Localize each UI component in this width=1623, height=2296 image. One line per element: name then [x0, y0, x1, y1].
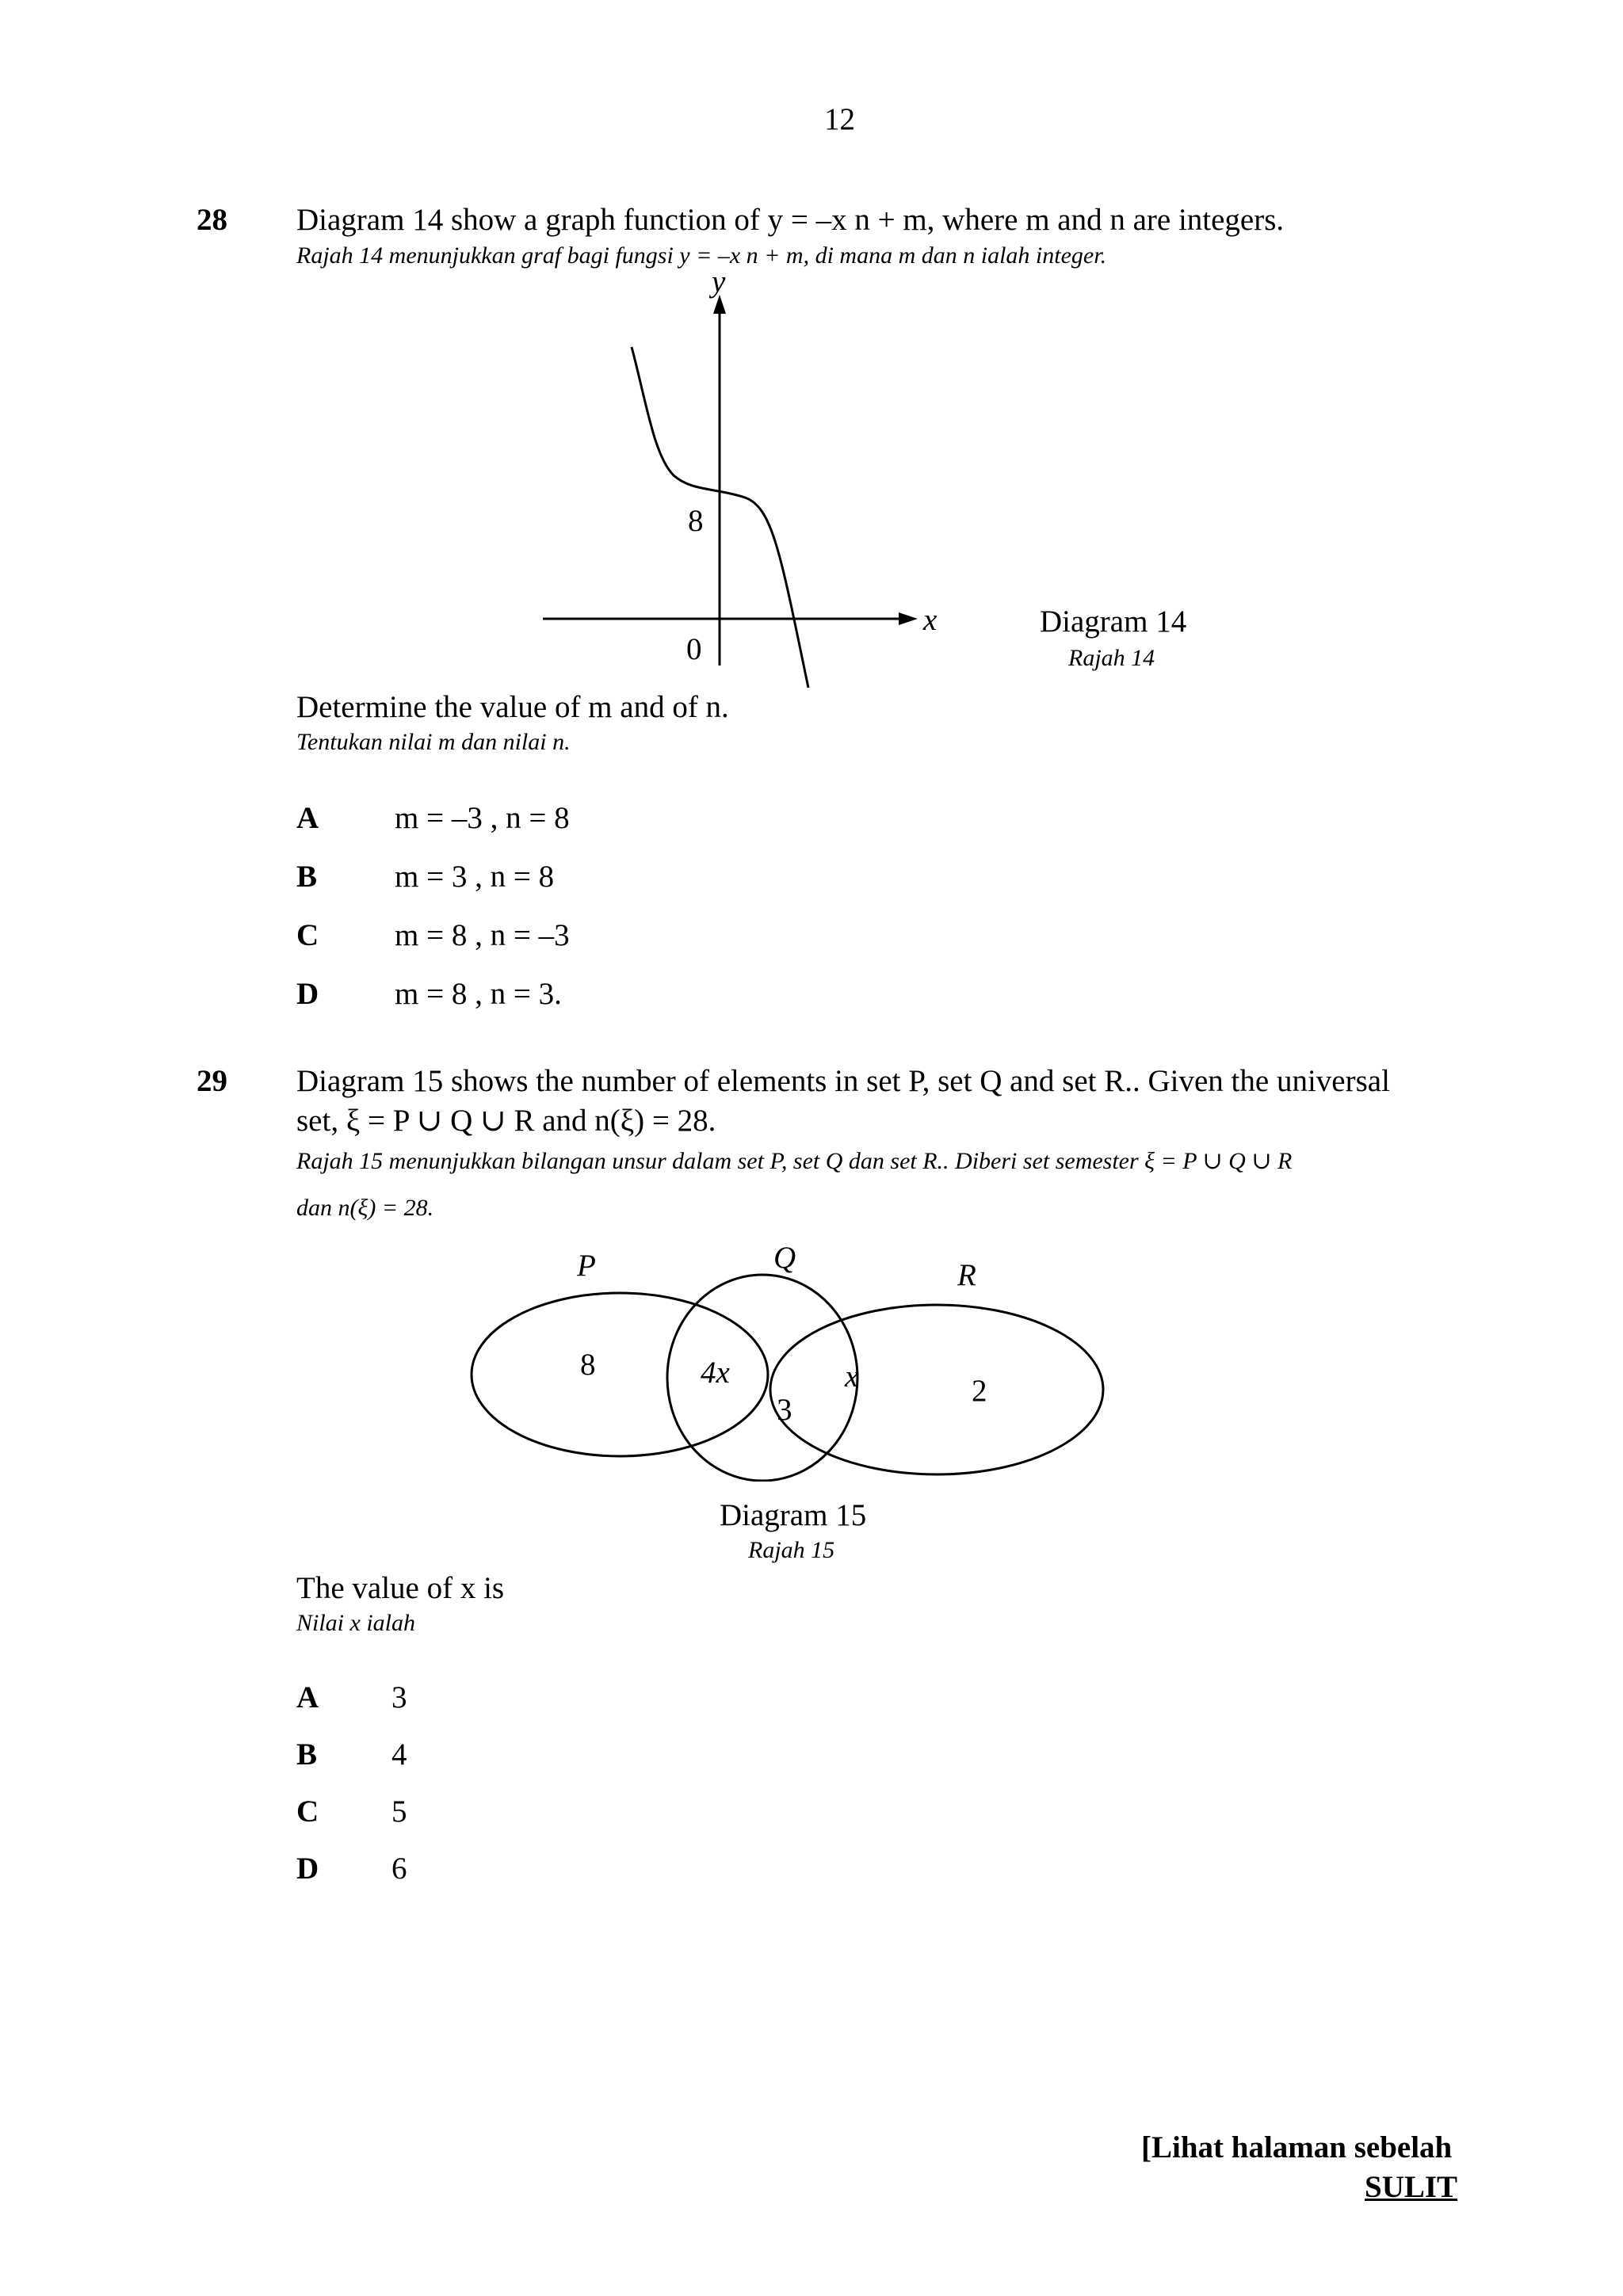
set-q-ellipse	[667, 1275, 857, 1481]
q29-option-a-letter[interactable]: A	[296, 1680, 319, 1714]
question-28-prompt: Determine the value of m and of n.	[296, 690, 729, 724]
region-q-and-r: x	[845, 1360, 859, 1394]
origin-label: 0	[686, 632, 702, 666]
q29-option-b-text[interactable]: 4	[391, 1737, 407, 1772]
question-28-prompt-malay: Tentukan nilai m dan nilai n.	[296, 729, 571, 755]
question-28-number: 28	[197, 203, 227, 237]
q28-option-c-letter[interactable]: C	[296, 918, 319, 952]
question-29-prompt: The value of x is	[296, 1571, 505, 1605]
diagram-14-caption-malay: Rajah 14	[1068, 645, 1155, 671]
region-r-only: 2	[972, 1374, 987, 1408]
question-29-stem-malay-line-1: Rajah 15 menunjukkan bilangan unsur dalam set P, set Q dan set R.. Diberi set semester ξ = P ∪ Q ∪ R	[296, 1148, 1293, 1174]
question-28-stem: Diagram 14 show a graph function of y = –x n + m, where m and n are integers.	[296, 203, 1285, 237]
q28-option-b-letter[interactable]: B	[296, 860, 318, 894]
region-p-only: 8	[580, 1348, 596, 1382]
q29-option-b-letter[interactable]: B	[296, 1737, 318, 1772]
q29-option-d-text[interactable]: 6	[391, 1852, 407, 1886]
q28-option-c-text[interactable]: m = 8 , n = –3	[395, 918, 570, 952]
q29-option-c-text[interactable]: 5	[391, 1794, 407, 1829]
question-29-stem-line-1: Diagram 15 shows the number of elements in set P, set Q and set R.. Given the universal	[296, 1064, 1390, 1098]
question-29-prompt-malay: Nilai x ialah	[296, 1610, 415, 1636]
set-p-label: P	[577, 1249, 596, 1283]
q28-option-d-letter[interactable]: D	[296, 977, 319, 1011]
diagram-14-caption: Diagram 14	[1040, 605, 1187, 639]
x-axis-label: x	[923, 603, 938, 637]
q28-option-b-text[interactable]: m = 3 , n = 8	[395, 860, 555, 894]
footer-next-page: [Lihat halaman sebelah	[1141, 2130, 1453, 2164]
y-intercept-label: 8	[688, 504, 704, 538]
diagram-15-venn	[460, 1228, 1157, 1482]
set-r-label: R	[957, 1258, 976, 1292]
diagram-14-graph	[523, 261, 1094, 705]
q28-option-a-text[interactable]: m = –3 , n = 8	[395, 801, 570, 835]
q29-option-d-letter[interactable]: D	[296, 1852, 319, 1886]
y-axis-label: y	[712, 265, 726, 299]
question-29-stem-line-2: set, ξ = P ∪ Q ∪ R and n(ξ) = 28.	[296, 1104, 716, 1138]
question-29-number: 29	[197, 1064, 227, 1098]
q28-option-d-text[interactable]: m = 8 , n = 3.	[395, 977, 562, 1011]
set-q-label: Q	[773, 1241, 796, 1275]
region-p-and-q: 4x	[701, 1356, 730, 1390]
footer-classification: SULIT	[1365, 2170, 1458, 2204]
question-28-stem-malay: Rajah 14 menunjukkan graf bagi fungsi y = –x n + m, di mana m dan n ialah integer.	[296, 242, 1107, 269]
x-axis-arrow	[899, 612, 918, 625]
diagram-15-caption-malay: Rajah 15	[748, 1537, 835, 1563]
question-29-stem-malay-line-2: dan n(ξ) = 28.	[296, 1195, 434, 1221]
page-number: 12	[824, 102, 855, 136]
diagram-15-caption: Diagram 15	[720, 1498, 867, 1532]
set-r-ellipse	[770, 1305, 1103, 1474]
q28-option-a-letter[interactable]: A	[296, 801, 319, 835]
q29-option-a-text[interactable]: 3	[391, 1680, 407, 1714]
region-q-only: 3	[777, 1393, 792, 1427]
q29-option-c-letter[interactable]: C	[296, 1794, 319, 1829]
